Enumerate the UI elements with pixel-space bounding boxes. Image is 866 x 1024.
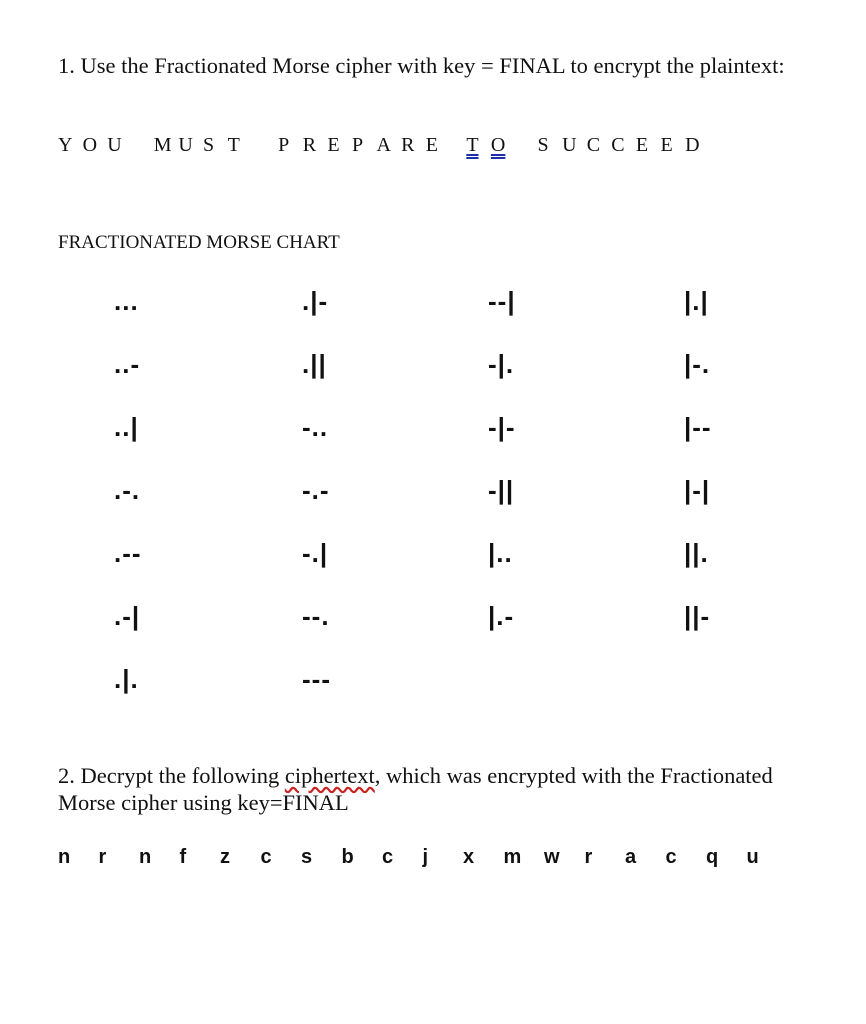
chart-cell: [100, 406, 290, 469]
ciphertext-letter: j: [422, 846, 429, 868]
morse-trigram: --.: [302, 601, 330, 631]
morse-trigram: .|.: [114, 664, 139, 694]
morse-trigram: .-|: [114, 601, 141, 631]
question-2-prefix: 2. Decrypt the following: [58, 763, 285, 788]
morse-trigram: .--: [114, 538, 142, 568]
plaintext-letter: U: [178, 134, 193, 156]
plaintext-word: [58, 134, 132, 157]
ciphertext-letter: w: [544, 846, 560, 868]
plaintext-letter: O: [82, 134, 98, 156]
chart-cell: [480, 658, 670, 721]
plaintext-letter: C: [586, 134, 601, 156]
ciphertext-letter: s: [301, 846, 313, 868]
fractionated-morse-chart: [100, 280, 740, 721]
chart-cell: [100, 343, 290, 406]
morse-trigram: -.-: [302, 475, 330, 505]
chart-cell: [670, 280, 860, 343]
chart-cell: [290, 532, 480, 595]
morse-trigram: -..: [302, 412, 329, 442]
plaintext-letter: D: [685, 134, 700, 156]
chart-cell: [670, 595, 860, 658]
morse-trigram: ...: [114, 286, 139, 316]
chart-cell: [290, 406, 480, 469]
plaintext-line: [58, 134, 818, 157]
ciphertext-letter: n: [139, 846, 152, 868]
plaintext-letter: C: [611, 134, 625, 156]
chart-cell: [290, 595, 480, 658]
morse-trigram: --|: [488, 286, 516, 316]
chart-cell: [100, 532, 290, 595]
plaintext-letter: R: [302, 134, 317, 156]
plaintext-letter: E: [327, 134, 340, 156]
plaintext-letter: P: [351, 134, 364, 156]
chart-title: FRACTIONATED MORSE CHART: [58, 232, 340, 253]
morse-trigram: ..-: [114, 349, 141, 379]
morse-trigram: ---: [302, 664, 331, 694]
morse-trigram: ||.: [684, 538, 709, 568]
question-2-text: [58, 762, 818, 816]
chart-cell: [480, 343, 670, 406]
ciphertext-letter: x: [463, 846, 475, 868]
chart-cell: [480, 469, 670, 532]
plaintext-letter: P: [278, 134, 290, 156]
ciphertext-letter: n: [58, 846, 71, 868]
plaintext-word: [154, 134, 252, 157]
ciphertext-letter: z: [220, 846, 230, 868]
plaintext-letter: S: [537, 134, 549, 156]
plaintext-letter: E: [660, 134, 673, 156]
plaintext-letter: Y: [58, 134, 73, 156]
chart-cell: [480, 406, 670, 469]
ciphertext-letter: c: [665, 846, 677, 868]
morse-trigram: .|-: [302, 286, 329, 316]
morse-trigram: -|.: [488, 349, 515, 379]
plaintext-letter: E: [425, 134, 438, 156]
chart-cell: [480, 280, 670, 343]
spellcheck-flagged-word: ciphertext: [284, 763, 375, 788]
morse-trigram: |-|: [684, 475, 711, 505]
morse-trigram: -||: [488, 475, 515, 505]
plaintext-word: [466, 134, 515, 157]
plaintext-letter: O: [490, 134, 506, 156]
plaintext-letter: S: [202, 134, 215, 156]
chart-cell: [100, 658, 290, 721]
plaintext-letter: E: [635, 134, 649, 156]
morse-trigram: |--: [684, 412, 712, 442]
chart-cell: [670, 532, 860, 595]
chart-cell: [290, 658, 480, 721]
chart-cell: [670, 658, 860, 721]
morse-trigram: -|-: [488, 412, 516, 442]
plaintext-word: [538, 134, 710, 157]
ciphertext-letter: m: [503, 846, 522, 868]
chart-cell: [100, 595, 290, 658]
chart-cell: [670, 343, 860, 406]
question-1-text: 1. Use the Fractionated Morse cipher with key = FINAL to encrypt the plaintext:: [58, 53, 785, 78]
ciphertext-line: [58, 846, 818, 869]
ciphertext-letter: q: [706, 846, 719, 868]
morse-trigram: .||: [302, 349, 327, 379]
ciphertext-letter: a: [625, 846, 637, 868]
ciphertext-letter: u: [746, 846, 759, 868]
chart-cell: [670, 406, 860, 469]
ciphertext-letter: c: [382, 846, 394, 868]
question-2-suffix: , which was encrypted with the Fractionated Morse cipher using key=FINAL: [58, 763, 773, 815]
chart-cell: [480, 595, 670, 658]
ciphertext-letter: f: [179, 846, 187, 868]
morse-trigram: |..: [488, 538, 513, 568]
plaintext-word: [278, 134, 450, 157]
morse-trigram: |.-: [488, 601, 515, 631]
morse-trigram: |.|: [684, 286, 709, 316]
chart-cell: [100, 280, 290, 343]
ciphertext-letter: r: [98, 846, 107, 868]
plaintext-letter: T: [227, 134, 240, 156]
ciphertext-letter: b: [341, 846, 354, 868]
morse-trigram: ||-: [684, 601, 711, 631]
morse-trigram: .-.: [114, 475, 141, 505]
chart-cell: [480, 532, 670, 595]
chart-cell: [670, 469, 860, 532]
ciphertext-letter: c: [260, 846, 272, 868]
plaintext-letter: U: [107, 134, 122, 156]
morse-trigram: ..|: [114, 412, 139, 442]
ciphertext-letter: r: [584, 846, 593, 868]
plaintext-letter: T: [466, 134, 479, 156]
plaintext-letter: M: [153, 134, 172, 156]
chart-cell: [290, 343, 480, 406]
chart-cell: [290, 469, 480, 532]
plaintext-letter: U: [562, 134, 577, 156]
morse-trigram: |-.: [684, 349, 711, 379]
morse-trigram: -.|: [302, 538, 329, 568]
chart-cell: [290, 280, 480, 343]
chart-cell: [100, 469, 290, 532]
plaintext-letter: R: [401, 134, 415, 156]
plaintext-letter: A: [376, 134, 391, 156]
